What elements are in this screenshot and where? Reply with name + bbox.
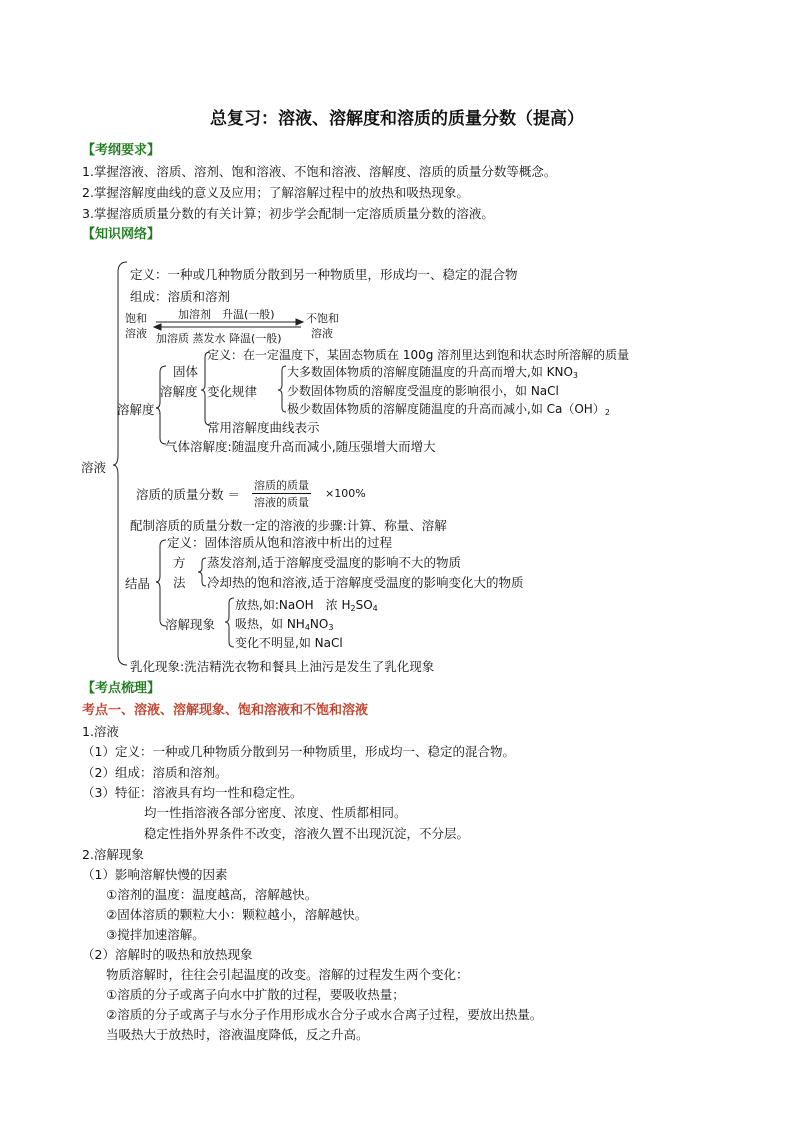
emulsify: 乳化现象:洗洁精洗衣物和餐具上油污是发生了乳化现象 xyxy=(130,659,435,674)
label-solubility: 溶解度 xyxy=(117,402,155,417)
gas-solubility: 气体溶解度:随温度升高而减小,随压强增大而增大 xyxy=(165,439,436,454)
point1-line: （2）溶解时的吸热和放热现象 xyxy=(82,947,253,962)
rule-2: 少数固体物质的溶解度受温度的影响很小，如 NaCl xyxy=(287,384,559,398)
point1-line: 均一性指溶液各部分密度、浓度、性质都相同。 xyxy=(144,805,407,820)
fraction-denominator: 溶液的质量 xyxy=(253,496,309,509)
requirement-1: 1.掌握溶液、溶质、溶剂、饱和溶液、不饱和溶液、溶解度、溶质的质量分数等概念。 xyxy=(82,164,557,179)
times-100: ×100% xyxy=(324,487,366,500)
network-composition: 组成：溶质和溶剂 xyxy=(130,289,231,304)
rule-1: 大多数固体物质的溶解度随温度的升高而增大,如 $KNO_3$ xyxy=(287,365,579,380)
point1-line: 稳定性指外界条件不改变，溶液久置不出现沉淀，不分层。 xyxy=(144,826,470,841)
point1-line: ③搅拌加速溶解。 xyxy=(106,927,205,942)
point1-line: （1）定义：一种或几种物质分散到另一种物质里，形成均一、稳定的混合物。 xyxy=(82,744,515,759)
phenomenon-endothermic: 吸热，如 $NH_4NO_3$ xyxy=(235,617,334,632)
point1-line: （1）影响溶解快慢的因素 xyxy=(82,867,228,882)
label-solid: 固体 xyxy=(173,364,199,379)
fraction-numerator: 溶质的质量 xyxy=(253,479,309,492)
point1-line: （2）组成：溶质和溶剂。 xyxy=(82,765,228,780)
label-method-1: 方 xyxy=(173,555,186,570)
rule-3: 极少数固体物质的溶解度随温度的升高而减小,如 $Ca(OH)_2$ xyxy=(287,402,610,417)
fraction xyxy=(252,477,311,510)
label-solid-solubility: 溶解度 xyxy=(160,384,198,399)
label-solution-right: 溶液 xyxy=(311,327,333,340)
point1-line: 物质溶解时，往往会引起温度的改变。溶解的过程发生两个变化： xyxy=(106,967,469,982)
mass-fraction-label: 溶质的质量分数 ＝ xyxy=(136,486,240,502)
label-phenomena: 溶解现象 xyxy=(165,617,216,632)
prepare-steps: 配制溶质的质量分数一定的溶液的步骤:计算、称量、溶解 xyxy=(130,518,447,533)
arrow-bottom-label: 加溶质 蒸发水 降温(一般) xyxy=(156,332,282,345)
network-root: 溶液 xyxy=(81,460,107,475)
point1-line: 1.溶液 xyxy=(82,724,119,739)
point1-line: （3）特征：溶液具有均一性和稳定性。 xyxy=(82,785,303,800)
solubility-definition: 定义：在一定温度下，某固态物质在 100g 溶剂里达到饱和状态时所溶解的质量 xyxy=(207,348,630,362)
label-unsaturated: 不饱和 xyxy=(306,312,339,325)
point1-line: ①溶剂的温度：温度越高，溶解越快。 xyxy=(106,887,318,902)
page-title: 总复习：溶液、溶解度和溶质的质量分数（提高） xyxy=(210,109,584,129)
point1-line: 当吸热大于放热时，溶液温度降低，反之升高。 xyxy=(106,1027,369,1042)
point1-heading: 考点一、溶液、溶解现象、饱和溶液和不饱和溶液 xyxy=(82,703,369,718)
section-knowledge: 【知识网络】 xyxy=(82,227,161,242)
solubility-curve: 常用溶解度曲线表示 xyxy=(207,420,320,435)
method-cool: 冷却热的饱和溶液,适于溶解度受温度的影响变化大的物质 xyxy=(207,575,524,590)
mass-fraction-formula xyxy=(136,477,366,510)
label-method-2: 法 xyxy=(173,575,186,590)
point1-line: ①溶质的分子或离子向水中扩散的过程，要吸收热量； xyxy=(106,987,405,1002)
point1-line: 2.溶解现象 xyxy=(82,847,144,862)
phenomenon-neutral: 变化不明显,如 NaCl xyxy=(235,636,343,650)
label-saturated: 饱和 xyxy=(125,312,147,325)
phenomenon-exothermic: 放热,如:NaOH 浓 $H_2SO_4$ xyxy=(235,598,378,613)
label-crystal: 结晶 xyxy=(125,576,151,591)
crystal-definition: 定义：固体溶质从饱和溶液中析出的过程 xyxy=(167,535,393,550)
section-points: 【考点梳理】 xyxy=(82,681,161,696)
arrow-top-label: 加溶剂 升温(一般) xyxy=(178,308,275,321)
requirement-3: 3.掌握溶质质量分数的有关计算；初步学会配制一定溶质质量分数的溶液。 xyxy=(82,206,494,221)
label-rule: 变化规律 xyxy=(207,384,258,399)
label-solution-left: 溶液 xyxy=(125,327,147,340)
point1-line: ②固体溶质的颗粒大小：颗粒越小，溶解越快。 xyxy=(106,907,368,922)
network-definition: 定义：一种或几种物质分散到另一种物质里，形成均一、稳定的混合物 xyxy=(130,267,518,282)
section-requirements: 【考纲要求】 xyxy=(82,143,161,158)
point1-line: ②溶质的分子或离子与水分子作用形成水合分子或水合离子过程，要放出热量。 xyxy=(106,1007,543,1022)
requirement-2: 2.掌握溶解度曲线的意义及应用；了解溶解过程中的放热和吸热现象。 xyxy=(82,185,469,200)
method-evaporate: 蒸发溶剂,适于溶解度受温度的影响不大的物质 xyxy=(207,555,461,570)
